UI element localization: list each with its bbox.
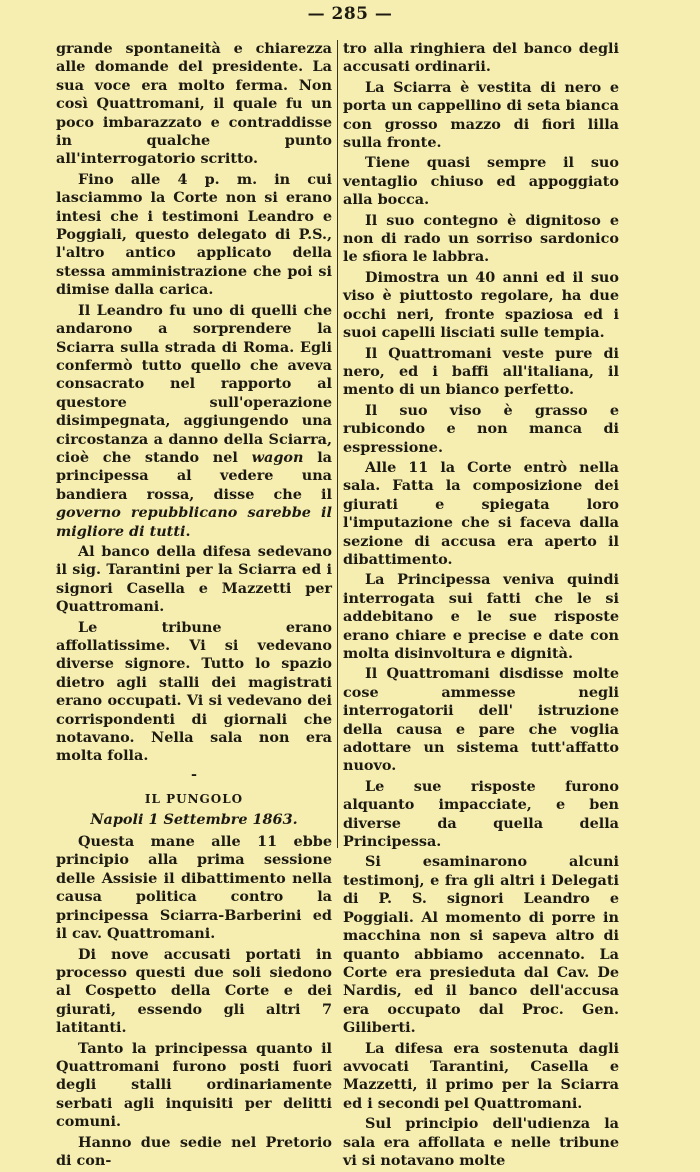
paragraph-text: Il Leandro fu uno di quelli che andarono a sorprendere la Sciarra sulla strada di Roma. Egli confermò tutto quello che aveva consacrato nel rapporto al questore sull'operazione disimpegnata, aggiungendo una circostanza a danno della Sciarra, cioè che stando nel [56,301,332,466]
paragraph: Tiene quasi sempre il suo ventaglio chiuso ed appoggiato alla bocca. [343,154,619,209]
paragraph: Tanto la principessa quanto il Quattromani furono posti fuori degli stalli ordinariamente serbati agli inquisiti per delitti comuni. [56,1039,332,1131]
paragraph: Il suo viso è grasso e rubicondo e non manca di espressione. [343,401,619,456]
paragraph: tro alla ringhiera del banco degli accusati ordinarii. [343,40,619,76]
paragraph: grande spontaneità e chiarezza alle domande del presidente. La sua voce era molto ferma. Non così Quattromani, il quale fu un poco imbarazzato e contraddisse in qualche punto all'interrogatorio scritto. [56,40,332,168]
column-divider [337,40,338,848]
left-column [56,40,332,1172]
paragraph: Hanno due sedie nel Pretorio di con- [56,1133,332,1169]
section-title: IL PUNGOLO [144,792,244,807]
separator-dash: - [191,765,197,783]
paragraph [56,302,332,541]
italic-quote: governo repubblicano sarebbe il migliore di tutti [56,504,332,540]
paragraph: Fino alle 4 p. m. in cui lasciammo la Corte non si erano intesi che i testimoni Leandro e Poggiali, questo delegato di P.S., l'altro antico applicato della stessa amministrazione che poi si dimise dalla carica. [56,170,332,299]
paragraph: Alle 11 la Corte entrò nella sala. Fatta la composizione dei giurati e spiegata loro l'imputazione che si faceva dalla sezione di accusa era aperto il dibattimento. [343,458,619,568]
page-number: — 285 — [307,4,393,24]
paragraph: Si esaminarono alcuni testimonj, e fra gli altri i Delegati di P. S. signori Leandro e Poggiali. Al momento di porre in macchina non si sapeva altro di quanto abbiamo accennato. La Corte era presieduta dal Cav. De Nardis, ed il banco dell'accusa era occupato dal Proc. Gen. Giliberti. [343,853,619,1037]
dateline: Napoli 1 Settembre 1863. [90,810,298,828]
paragraph: Il Quattromani veste pure di nero, ed i baffi all'italiana, il mento di un bianco perfetto. [343,344,619,399]
paragraph: Al banco della difesa sedevano il sig. Tarantini per la Sciarra ed i signori Casella e Mazzetti per Quattromani. [56,542,332,616]
italic-word: wagon [251,448,304,466]
right-column [343,40,619,1172]
paragraph: Il Quattromani disdisse molte cose ammesse negli interrogatorii dell' istruzione della causa e pare che voglia adottare un sistema tutt'affatto nuovo. [343,665,619,775]
paragraph: Il suo contegno è dignitoso e non di rado un sorriso sardonico le sfiora le labbra. [343,211,619,266]
paragraph: Le tribune erano affollatissime. Vi si vedevano diverse signore. Tutto lo spazio dietro agli stalli dei magistrati erano occupati. Vi si vedevano dei corrispondenti di giornali che notavano. Nella sala non era molta folla. [56,618,332,765]
paragraph-text: la principessa al vedere una bandiera rossa, disse che il [56,448,333,503]
paragraph: Di nove accusati portati in processo questi due soli siedono al Cospetto della Corte e dei giurati, essendo gli altri 7 latitanti. [56,945,332,1037]
paragraph: Le sue risposte furono alquanto impacciate, e ben diverse da quella della Principessa. [343,777,619,851]
paragraph: Questa mane alle 11 ebbe principio alla prima sessione delle Assisie il dibattimento nella causa politica contro la principessa Sciarra-Barberini ed il cav. Quattromani. [56,833,332,943]
paragraph: La Sciarra è vestita di nero e porta un cappellino di seta bianca con grosso mazzo di fiori lilla sulla fronte. [343,78,619,152]
paragraph: Dimostra un 40 anni ed il suo viso è piuttosto regolare, ha due occhi neri, fronte spaziosa ed i suoi capelli lisciati sulle tempia. [343,268,619,342]
paragraph-text: . [185,522,191,540]
paragraph: La Principessa veniva quindi interrogata sui fatti che le si addebitano e le sue risposte erano chiare e precise e date con molta disinvoltura e dignità. [343,571,619,662]
paragraph: Sul principio dell'udienza la sala era affollata e nelle tribune vi si notavano molte [343,1115,619,1169]
paragraph: La difesa era sostenuta dagli avvocati Tarantini, Casella e Mazzetti, il primo per la Sciarra ed i secondi pel Quattromani. [343,1039,619,1112]
